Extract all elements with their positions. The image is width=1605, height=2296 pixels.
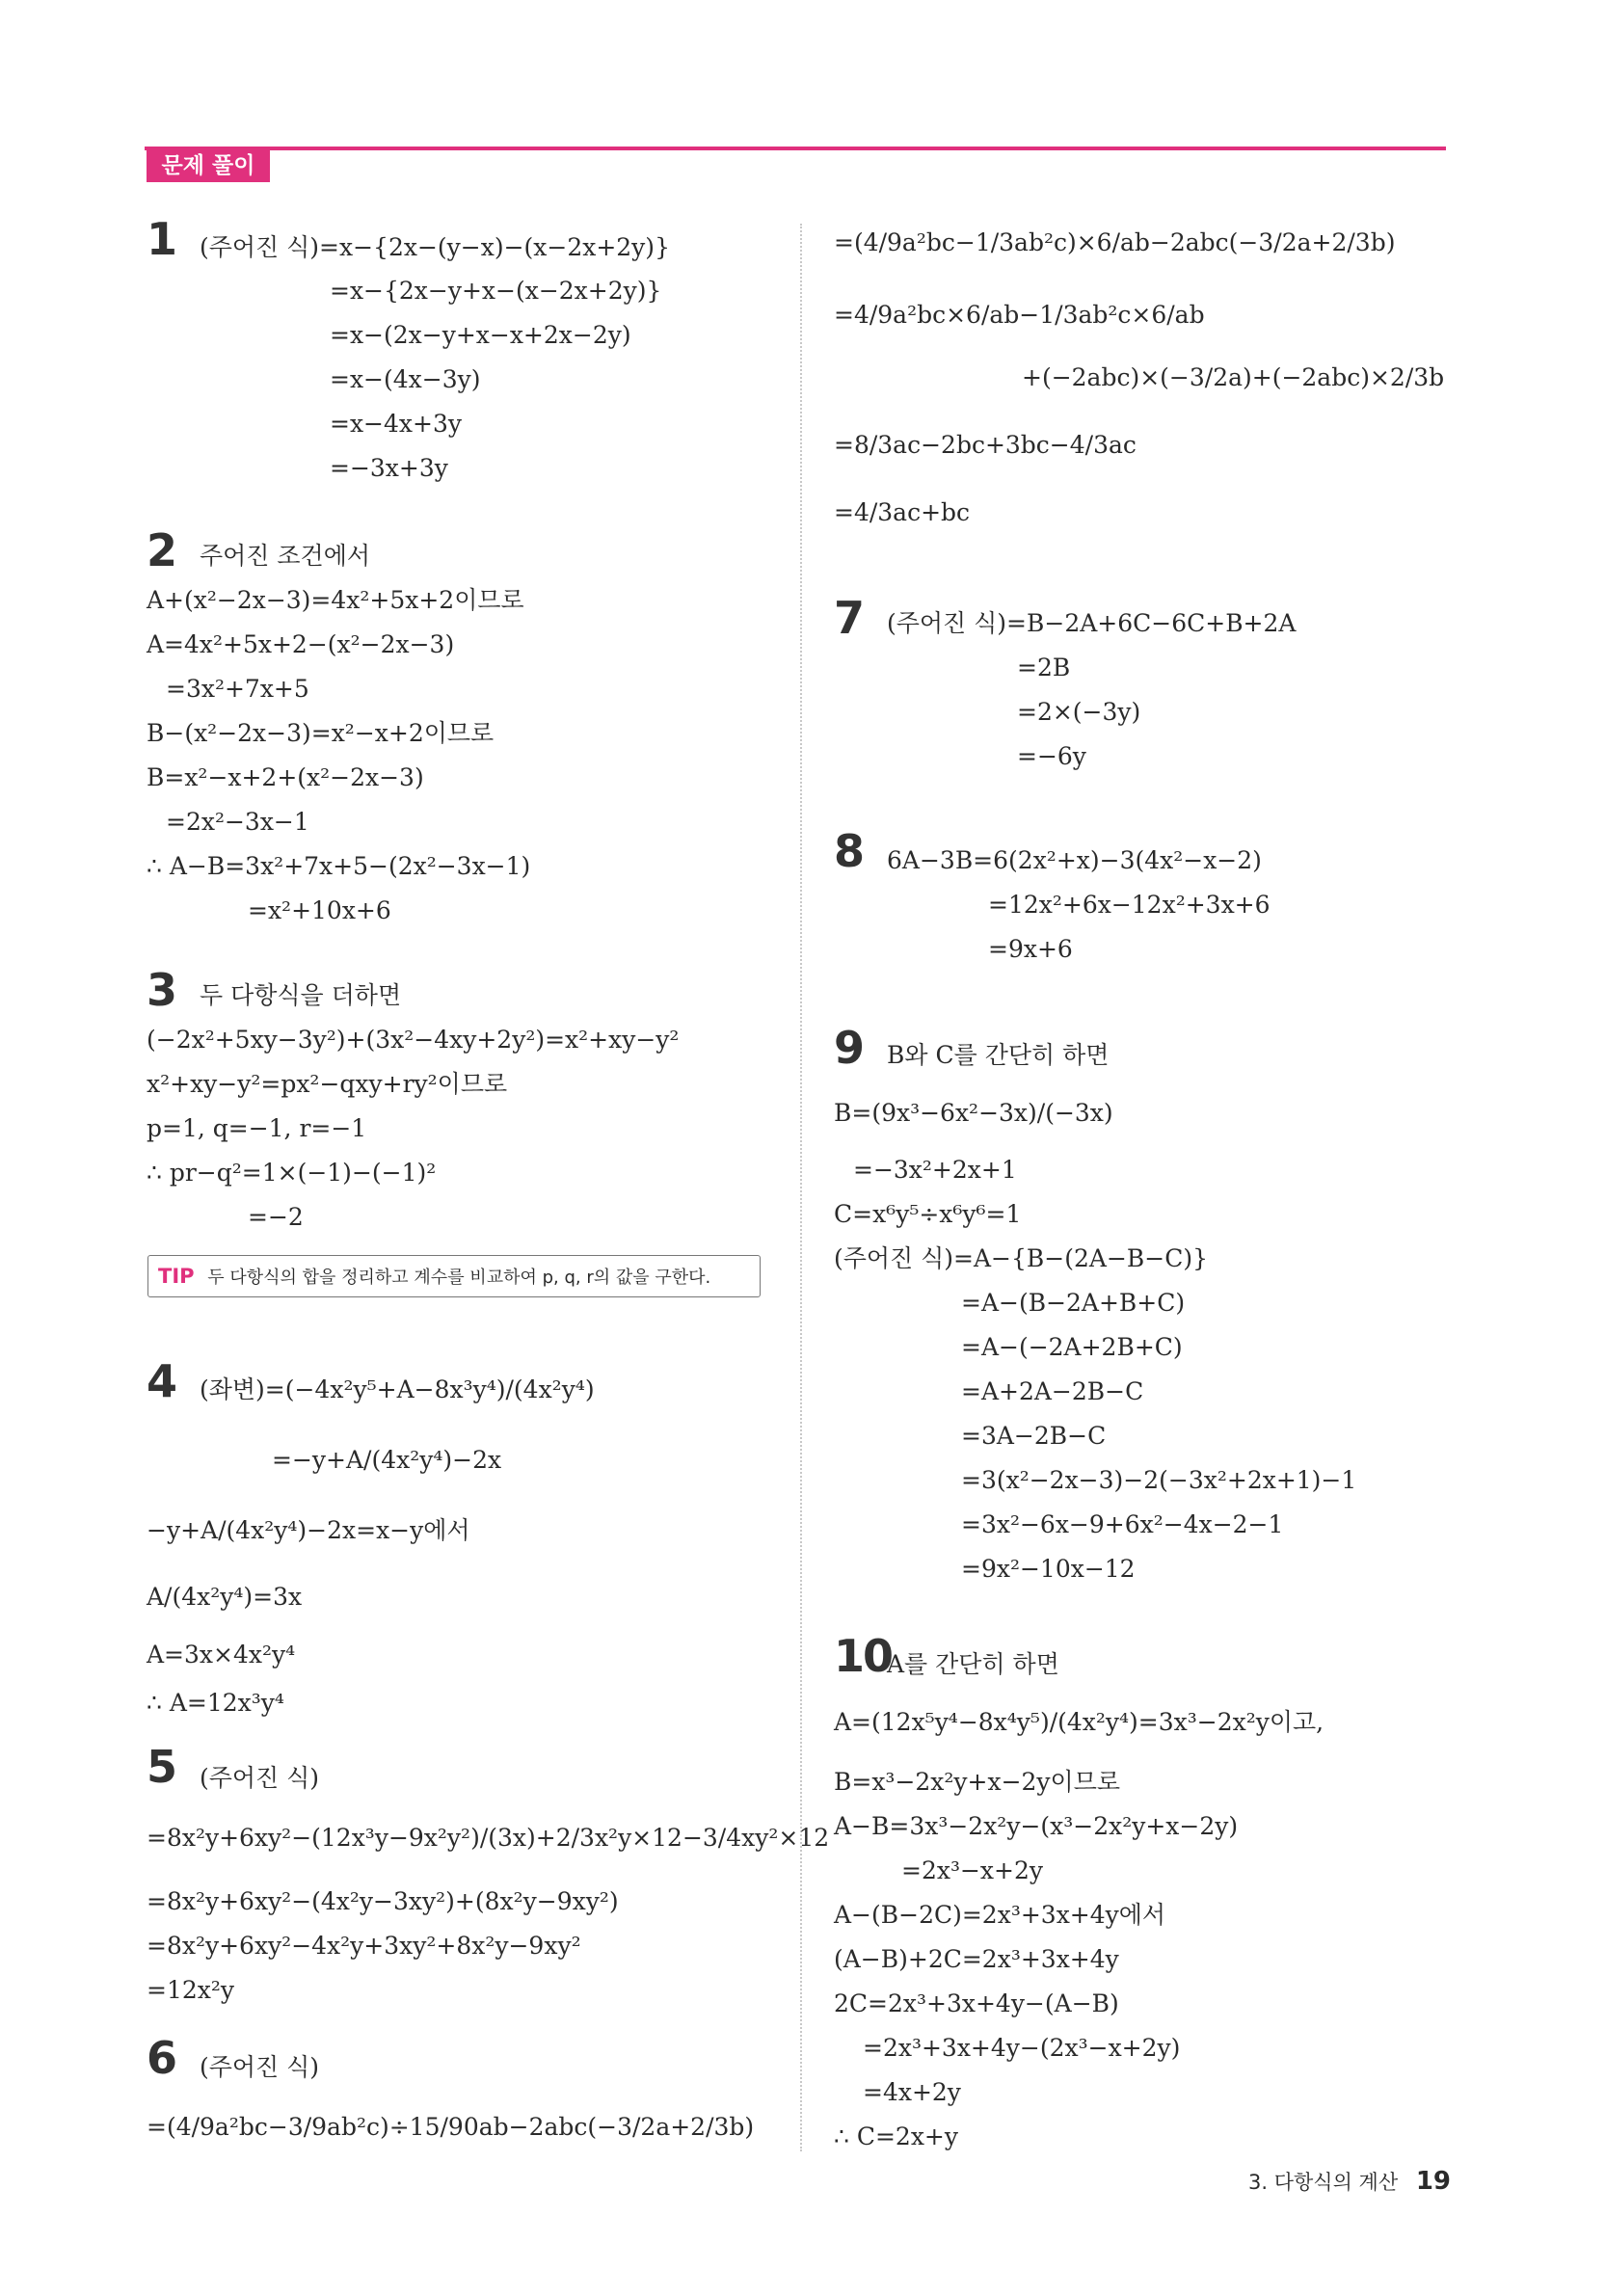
solution-line: B=(9x³−6x²−3x)/(−3x) — [834, 1099, 1113, 1127]
solution-line: =8x²y+6xy²−(4x²y−3xy²)+(8x²y−9xy²) — [147, 1887, 619, 1915]
solution-line: (주어진 식) — [200, 1764, 320, 1792]
solution-line: =−y+A/(4x²y⁴)−2x — [272, 1446, 502, 1474]
solution-line: C=x⁶y⁵÷x⁶y⁶=1 — [834, 1200, 1022, 1228]
solution-line: B=x²−x+2+(x²−2x−3) — [147, 763, 424, 791]
solution-line: =A+2A−2B−C — [961, 1377, 1144, 1405]
solution-line: ∴ C=2x+y — [834, 2122, 959, 2150]
solution-line: (주어진 식) — [200, 2053, 320, 2081]
solution-line: =x−(2x−y+x−x+2x−2y) — [330, 321, 631, 349]
solution-line: =9x+6 — [988, 935, 1073, 963]
solution-line: x²+xy−y²=px²−qxy+ry²이므로 — [147, 1070, 508, 1098]
solution-line: =8x²y+6xy²−4x²y+3xy²+8x²y−9xy² — [147, 1932, 581, 1960]
solution-line: ∴ pr−q²=1×(−1)−(−1)² — [147, 1159, 437, 1187]
solution-line: (−2x²+5xy−3y²)+(3x²−4xy+2y²)=x²+xy−y² — [147, 1026, 680, 1054]
solution-line: A=(12x⁵y⁴−8x⁴y⁵)/(4x²y⁴)=3x³−2x²y이고, — [834, 1708, 1324, 1736]
solution-line: (주어진 식)=A−{B−(2A−B−C)} — [834, 1244, 1208, 1272]
solution-line: =9x²−10x−12 — [961, 1555, 1136, 1583]
problem-number: 5 — [147, 1741, 176, 1793]
solution-line: A−(B−2C)=2x³+3x+4y에서 — [834, 1901, 1166, 1929]
solution-line: =A−(−2A+2B+C) — [961, 1333, 1183, 1361]
solution-line: 두 다항식을 더하면 — [200, 981, 402, 1009]
solution-line: =x−4x+3y — [330, 410, 462, 438]
solution-line: +(−2abc)×(−3/2a)+(−2abc)×2/3b — [1022, 363, 1445, 391]
solution-line: =4/3ac+bc — [834, 498, 971, 526]
problem-number: 9 — [834, 1022, 864, 1074]
tip-label: TIP — [158, 1265, 195, 1288]
chapter-title: 3. 다항식의 계산 — [1248, 2171, 1399, 2194]
problem-number: 2 — [147, 524, 176, 576]
tip-box — [147, 1255, 761, 1297]
solution-line: A−B=3x³−2x²y−(x³−2x²y+x−2y) — [834, 1812, 1239, 1840]
solution-line: A/(4x²y⁴)=3x — [147, 1583, 303, 1611]
solution-line: =−6y — [1017, 742, 1086, 770]
header-rule — [145, 147, 1446, 150]
solution-line: A=4x²+5x+2−(x²−2x−3) — [147, 630, 455, 658]
solution-line: =4/9a²bc×6/ab−1/3ab²c×6/ab — [834, 301, 1205, 329]
solution-line: (좌변)=(−4x²y⁵+A−8x³y⁴)/(4x²y⁴) — [200, 1375, 595, 1403]
solution-line: =2×(−3y) — [1017, 698, 1141, 726]
solution-line: −y+A/(4x²y⁴)−2x=x−y에서 — [147, 1516, 470, 1544]
solution-line: (주어진 식)=B−2A+6C−6C+B+2A — [887, 609, 1297, 637]
solution-line: ∴ A−B=3x²+7x+5−(2x²−3x−1) — [147, 852, 531, 880]
solution-line: =3x²−6x−9+6x²−4x−2−1 — [961, 1510, 1284, 1538]
solution-line: p=1, q=−1, r=−1 — [147, 1114, 367, 1142]
solution-line: =12x²+6x−12x²+3x+6 — [988, 891, 1271, 919]
solution-line: =x²+10x+6 — [248, 896, 391, 924]
problem-number: 4 — [147, 1355, 176, 1407]
solution-line: B와 C를 간단히 하면 — [887, 1041, 1110, 1069]
solution-line: =A−(B−2A+B+C) — [961, 1289, 1186, 1317]
solution-line: =x−{2x−y+x−(x−2x+2y)} — [330, 277, 662, 305]
solution-line: =(4/9a²bc−1/3ab²c)×6/ab−2abc(−3/2a+2/3b) — [834, 228, 1396, 256]
solution-line: (A−B)+2C=2x³+3x+4y — [834, 1945, 1119, 1973]
solution-line: =x−(4x−3y) — [330, 365, 481, 393]
solution-line: 주어진 조건에서 — [200, 542, 370, 570]
solution-line: =8/3ac−2bc+3bc−4/3ac — [834, 431, 1137, 459]
solution-line: =−3x²+2x+1 — [853, 1156, 1017, 1184]
solution-line: =−3x+3y — [330, 454, 448, 482]
solution-line: ∴ A=12x³y⁴ — [147, 1689, 284, 1717]
solution-line: =3A−2B−C — [961, 1422, 1107, 1450]
solution-line: =3x²+7x+5 — [166, 675, 309, 703]
solution-line: =−2 — [248, 1203, 304, 1231]
problem-number: 3 — [147, 964, 176, 1016]
problem-number: 1 — [147, 213, 176, 265]
solution-line: =2x³−x+2y — [901, 1856, 1043, 1884]
solution-line: =2x³+3x+4y−(2x³−x+2y) — [863, 2034, 1181, 2062]
solution-line: A를 간단히 하면 — [887, 1650, 1059, 1678]
solution-line: B=x³−2x²y+x−2y이므로 — [834, 1768, 1121, 1796]
solution-line: 6A−3B=6(2x²+x)−3(4x²−x−2) — [887, 846, 1262, 874]
problem-number: 10 — [834, 1630, 893, 1682]
tip-text: 두 다항식의 합을 정리하고 계수를 비교하여 p, q, r의 값을 구한다. — [207, 1268, 711, 1288]
solution-line: 2C=2x³+3x+4y−(A−B) — [834, 1989, 1119, 2017]
solution-line: =8x²y+6xy²−(12x³y−9x²y²)/(3x)+2/3x²y×12−3/4xy²×12 — [147, 1824, 830, 1852]
problem-number: 6 — [147, 2032, 176, 2084]
solution-line: =12x²y — [147, 1976, 235, 2004]
solution-line: =(4/9a²bc−3/9ab²c)÷15/90ab−2abc(−3/2a+2/3b) — [147, 2113, 755, 2141]
problem-number: 8 — [834, 825, 864, 877]
page-footer — [1248, 2167, 1451, 2196]
page-number: 19 — [1415, 2167, 1451, 2196]
solution-line: =2x²−3x−1 — [166, 808, 309, 836]
solution-line: (주어진 식)=x−{2x−(y−x)−(x−2x+2y)} — [200, 233, 670, 261]
solution-line: =3(x²−2x−3)−2(−3x²+2x+1)−1 — [961, 1466, 1357, 1494]
section-tag: 문제 풀이 — [147, 149, 270, 182]
column-divider — [800, 224, 802, 2151]
solution-line: B−(x²−2x−3)=x²−x+2이므로 — [147, 719, 495, 747]
solution-line: =2B — [1017, 654, 1071, 681]
solution-line: A+(x²−2x−3)=4x²+5x+2이므로 — [147, 586, 524, 614]
solution-line: =4x+2y — [863, 2078, 961, 2106]
problem-number: 7 — [834, 592, 864, 644]
solution-line: A=3x×4x²y⁴ — [147, 1641, 296, 1669]
